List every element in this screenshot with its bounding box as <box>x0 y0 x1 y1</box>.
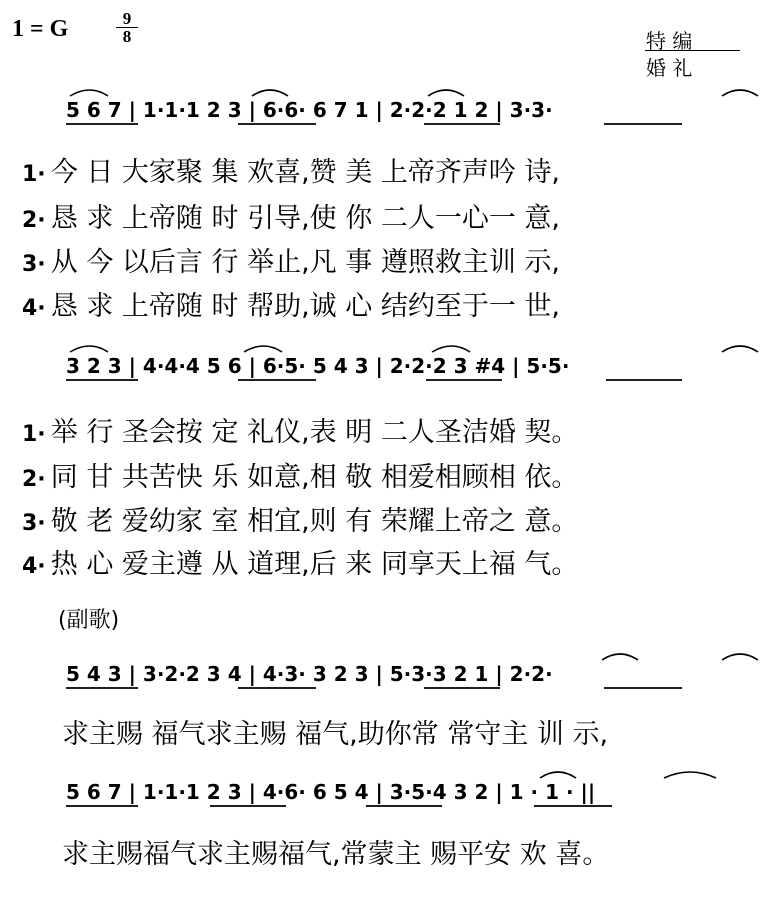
slur <box>540 772 576 778</box>
music-line-4: 5 6 7 | 1·1·1 2 3 | 4·6· 6 5 4 | 3·5·4 3 2 | 1 · 1 · || <box>66 780 596 804</box>
lyric-text: 今 日 大家聚 集 欢喜,赞 美 上帝齐声吟 诗, <box>50 157 561 188</box>
slur <box>70 346 108 352</box>
verse-number: 1· <box>22 162 46 187</box>
chorus-label: (副歌) <box>58 608 120 633</box>
lyric-text: 从 今 以后言 行 举止,凡 事 遵照救主训 示, <box>50 247 561 278</box>
verse-number: 4· <box>22 554 46 579</box>
lyric-text: 恳 求 上帝随 时 引导,使 你 二人一心一 意, <box>50 203 561 234</box>
verse-number: 1· <box>22 422 46 447</box>
lyric-text: 热 心 爱主遵 从 道理,后 来 同享天上福 气。 <box>50 549 579 580</box>
music-line-2: 3 2 3 | 4·4·4 5 6 | 6·5· 5 4 3 | 2·2·2 3 #4 | 5·5· <box>66 354 570 378</box>
slur <box>70 90 108 96</box>
verse-number: 3· <box>22 252 46 277</box>
slur <box>432 346 470 352</box>
lyric-text: 同 甘 共苦快 乐 如意,相 敬 相爱相顾相 依。 <box>50 462 579 493</box>
verse-number: 2· <box>22 467 46 492</box>
slur <box>664 772 716 778</box>
chorus-lyric-1: 求主赐 福气求主赐 福气,助你常 常守主 训 示, <box>62 719 609 750</box>
slur <box>428 90 464 96</box>
chorus-lyric-2: 求主赐福气求主赐福气,常蒙主 赐平安 欢 喜。 <box>62 839 610 870</box>
credit-top: 特 编 <box>646 29 693 53</box>
verse-number: 3· <box>22 511 46 536</box>
lyric-text: 恳 求 上帝随 时 帮助,诚 心 结约至于一 世, <box>50 291 561 322</box>
credit-bottom: 婚 礼 <box>646 56 693 80</box>
music-line-3: 5 4 3 | 3·2·2 3 4 | 4·3· 3 2 3 | 5·3·3 2 1 | 2·2· <box>66 662 553 686</box>
music-line-1: 5 6 7 | 1·1·1 2 3 | 6·6· 6 7 1 | 2·2·2 1 2 | 3·3· <box>66 98 553 122</box>
key-signature: 1 = G <box>12 16 69 42</box>
slur <box>244 346 282 352</box>
slur <box>722 654 758 660</box>
time-numerator: 9 <box>122 9 132 28</box>
verse-number: 2· <box>22 208 46 233</box>
verse-number: 4· <box>22 296 46 321</box>
lyric-text: 举 行 圣会按 定 礼仪,表 明 二人圣洁婚 契。 <box>50 417 579 448</box>
slur <box>602 654 638 660</box>
slur <box>722 346 758 352</box>
slur <box>722 90 758 96</box>
lyric-text: 敬 老 爱幼家 室 相宜,则 有 荣耀上帝之 意。 <box>50 506 579 537</box>
slur <box>252 90 288 96</box>
time-denominator: 8 <box>116 27 138 45</box>
